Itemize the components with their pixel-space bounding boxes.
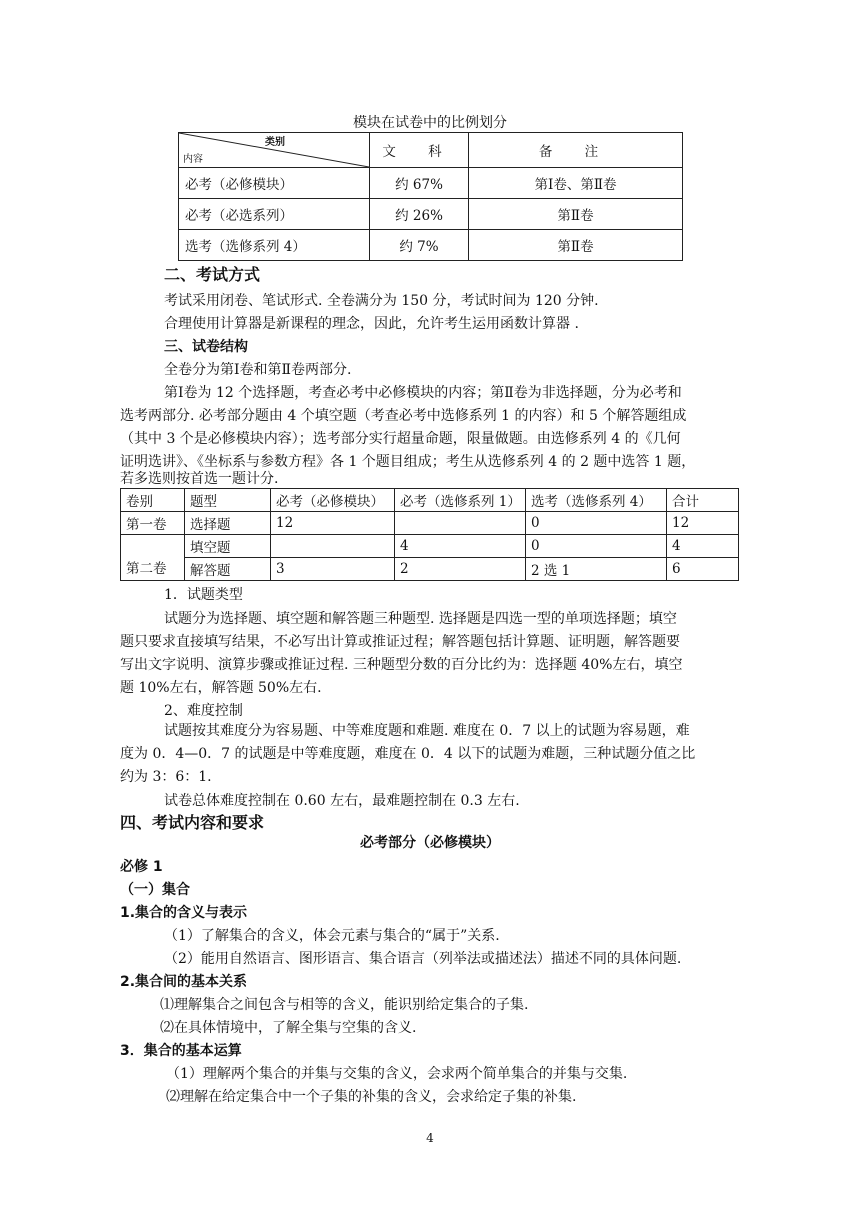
header-note: 备 注 — [469, 133, 683, 168]
paragraph-line: 若多选则按首选一题计分. — [120, 471, 279, 487]
table1-caption: 模块在试卷中的比例划分 — [353, 115, 507, 131]
header-cell: 必考（选修系列 1） — [395, 489, 526, 512]
requirement-line: ⑵理解在给定集合中一个子集的补集的含义，会求给定子集的补集. — [166, 1089, 577, 1105]
requirement-line: （1）理解两个集合的并集与交集的含义，会求两个简单集合的并集与交集. — [166, 1066, 628, 1082]
cell: 约 26% — [370, 199, 469, 230]
paragraph-line: 第Ⅰ卷为 12 个选择题，考查必考中必修模块的内容；第Ⅱ卷为非选择题，分为必考和 — [164, 385, 682, 401]
cell: 4 — [395, 535, 526, 558]
cell: 12 — [271, 512, 395, 535]
cell: 第二卷 — [121, 535, 185, 581]
item-heading: 2、难度控制 — [164, 703, 243, 719]
paragraph-line: 度为 0．4—0．7 的试题是中等难度题，难度在 0．4 以下的试题为难题，三种试题分值之比 — [120, 746, 696, 762]
cell: 解答题 — [185, 558, 271, 581]
module-ratio-table — [178, 132, 683, 261]
topic-heading: 1.集合的含义与表示 — [120, 905, 248, 921]
cell: 0 — [526, 512, 667, 535]
topic-heading: 3．集合的基本运算 — [120, 1043, 242, 1059]
cell: 3 — [271, 558, 395, 581]
table-row — [121, 512, 739, 535]
table-row — [121, 535, 739, 558]
cell: 约 7% — [370, 230, 469, 261]
table-row — [121, 489, 739, 512]
module-heading: 必修 1 — [120, 859, 163, 875]
header-cell: 合计 — [667, 489, 739, 512]
item-heading: 1．试题类型 — [164, 587, 243, 603]
diagonal-header-cell — [179, 133, 370, 168]
cell: 约 67% — [370, 168, 469, 199]
cell — [395, 512, 526, 535]
paragraph: 试卷总体难度控制在 0.60 左右，最难题控制在 0.3 左右. — [164, 793, 520, 809]
requirement-line: （2）能用自然语言、图形语言、集合语言（列举法或描述法）描述不同的具体问题. — [164, 951, 682, 967]
cell: 填空题 — [185, 535, 271, 558]
cell: 第Ⅱ卷 — [469, 199, 683, 230]
topic-heading: 2.集合间的基本关系 — [120, 974, 248, 990]
requirement-line: （1）了解集合的含义，体会元素与集合的“属于”关系. — [164, 928, 500, 944]
requirement-line: ⑴理解集合之间包含与相等的含义，能识别给定集合的子集. — [160, 997, 529, 1013]
paragraph-line: 写出文字说明、演算步骤或推证过程. 三种题型分数的百分比约为：选择题 40%左右，填空 — [120, 657, 683, 673]
paragraph: 合理使用计算器是新课程的理念，因此，允许考生运用函数计算器 . — [164, 316, 579, 332]
cell: 6 — [667, 558, 739, 581]
cell: 第一卷 — [121, 512, 185, 535]
page-number: 4 — [426, 1131, 434, 1145]
cell — [271, 535, 395, 558]
paragraph: 全卷分为第Ⅰ卷和第Ⅱ卷两部分. — [164, 362, 352, 378]
section-heading: 四、考试内容和要求 — [120, 813, 265, 832]
part-heading: （一）集合 — [120, 882, 190, 898]
paper-structure-table — [120, 488, 739, 581]
cell: 0 — [526, 535, 667, 558]
cell: 选考（选修系列 4） — [179, 230, 370, 261]
paragraph-line: 约为 3：6：1. — [120, 769, 212, 785]
subsection-title: 必考部分（必修模块） — [360, 835, 500, 851]
paragraph-line: 试题按其难度分为容易题、中等难度题和难题. 难度在 0．7 以上的试题为容易题，难 — [164, 723, 690, 739]
cell: 第Ⅰ卷、第Ⅱ卷 — [469, 168, 683, 199]
header-cell: 选考（选修系列 4） — [526, 489, 667, 512]
paragraph-line: 证明选讲》、《坐标系与参数方程》各 1 个题目组成；考生从选修系列 4 的 2 题中选答 1 题， — [120, 454, 696, 470]
cell: 第Ⅱ卷 — [469, 230, 683, 261]
paragraph-line: 试题分为选择题、填空题和解答题三种题型. 选择题是四选一型的单项选择题；填空 — [164, 611, 677, 627]
table-row — [179, 199, 683, 230]
paragraph: 考试采用闭卷、笔试形式. 全卷满分为 150 分，考试时间为 120 分钟. — [164, 293, 599, 309]
paragraph-line: 题只要求直接填写结果，不必写出计算或推证过程；解答题包括计算题、证明题，解答题要 — [120, 634, 680, 650]
table-row — [179, 133, 683, 168]
cell: 12 — [667, 512, 739, 535]
section-heading: 三、试卷结构 — [164, 339, 248, 355]
header-wenke: 文 科 — [370, 133, 469, 168]
cell: 2 选 1 — [526, 558, 667, 581]
header-cell: 题型 — [185, 489, 271, 512]
cell: 2 — [395, 558, 526, 581]
table-row — [179, 230, 683, 261]
diag-bottom-label: 内容 — [183, 154, 203, 165]
paragraph-line: （其中 3 个是必修模块内容）；选考部分实行超量命题，限量做题。由选修系列 4 的《几何 — [120, 431, 681, 447]
paragraph-line: 选考两部分. 必考部分题由 4 个填空题（考查必考中选修系列 1 的内容）和 5 个解答题组成 — [120, 408, 687, 424]
paragraph-line: 题 10%左右，解答题 50%左右. — [120, 680, 322, 696]
requirement-line: ⑵在具体情境中，了解全集与空集的含义. — [160, 1020, 417, 1036]
table-row — [121, 558, 739, 581]
table-row — [179, 168, 683, 199]
diag-top-label: 类别 — [265, 137, 285, 148]
cell: 必考（必修模块） — [179, 168, 370, 199]
header-cell: 卷别 — [121, 489, 185, 512]
section-heading: 二、考试方式 — [164, 265, 261, 284]
cell: 选择题 — [185, 512, 271, 535]
header-cell: 必考（必修模块） — [271, 489, 395, 512]
cell: 4 — [667, 535, 739, 558]
cell: 必考（必选系列） — [179, 199, 370, 230]
